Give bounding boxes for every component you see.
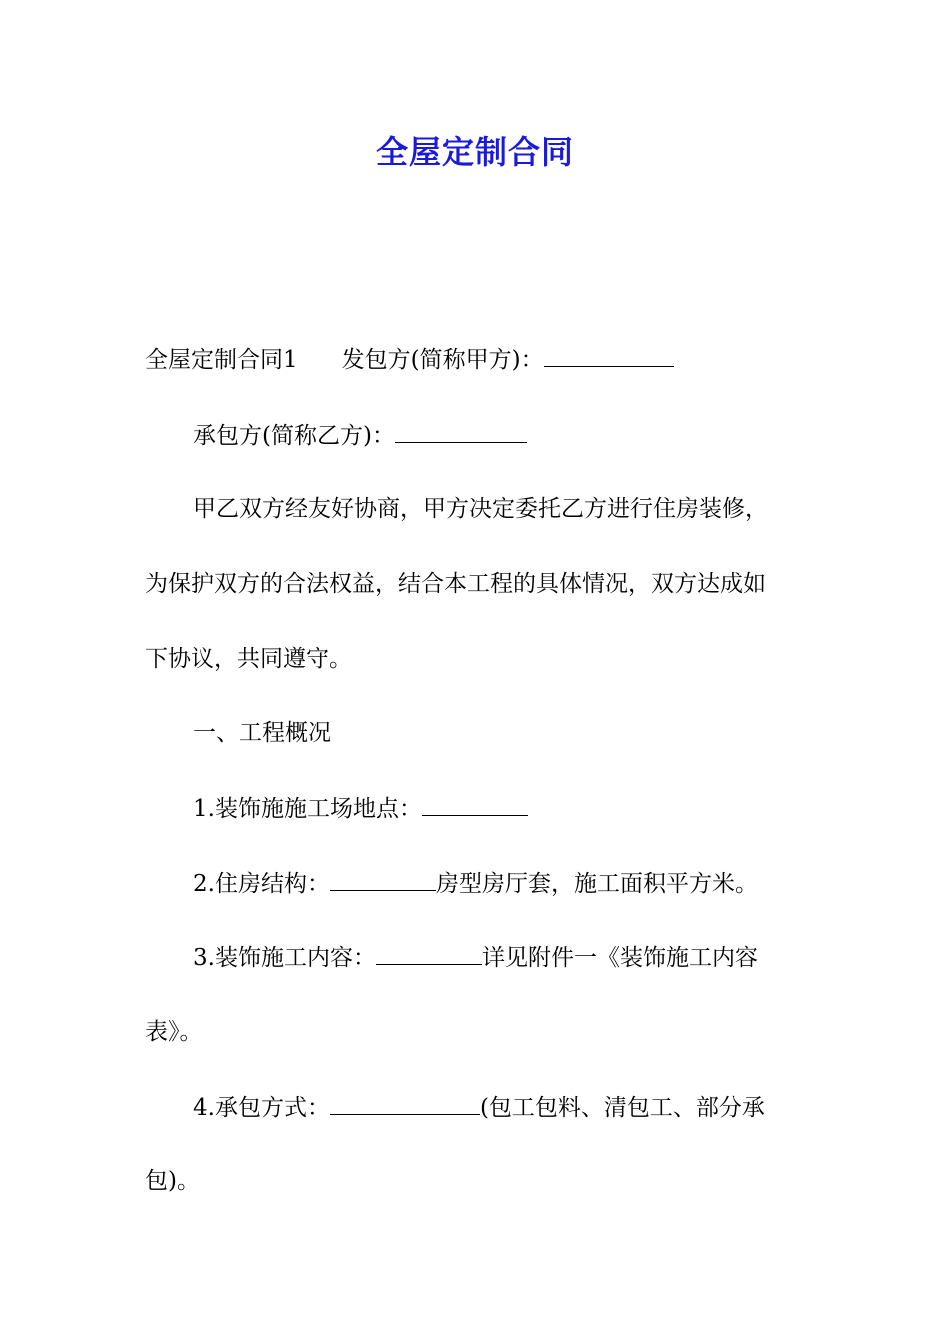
intro-line-2: 为保护双方的合法权益，结合本工程的具体情况，双方达成如: [145, 571, 766, 597]
item4-line: [193, 1092, 765, 1123]
document-title: 全屋定制合同: [375, 133, 574, 171]
item3-line: [193, 942, 758, 973]
item4-suffix: (包工包料、清包工、部分承: [479, 1095, 765, 1121]
party-a-blank: [544, 344, 674, 367]
item3-suffix: 详见附件一《装饰施工内容: [481, 945, 758, 971]
item3-label: 3.装饰施工内容：: [193, 945, 376, 971]
party-b-blank: [395, 420, 527, 443]
intro-line-3: 下协议，共同遵守。: [145, 646, 352, 672]
item1-line: [193, 793, 528, 824]
header-line: [145, 344, 674, 375]
section1-heading: 一、工程概况: [193, 720, 331, 746]
party-a-label: 发包方(简称甲方)：: [341, 347, 544, 373]
item2-suffix: 房型房厅套，施工面积平方米。: [435, 871, 758, 897]
party-b-label: 承包方(简称乙方)：: [193, 423, 395, 449]
item4-label: 4.承包方式：: [193, 1095, 330, 1121]
item4-continuation: 包)。: [145, 1168, 200, 1194]
item3-continuation: 表》。: [145, 1019, 203, 1045]
party-b-line: [193, 420, 527, 451]
item3-blank: [376, 942, 482, 965]
item2-blank: [330, 868, 436, 891]
item2-line: [193, 868, 758, 899]
item4-blank: [330, 1092, 480, 1115]
item2-label: 2.住房结构：: [193, 871, 330, 897]
intro-line-1: 甲乙双方经友好协商，甲方决定委托乙方进行住房装修，: [193, 496, 768, 522]
item1-blank: [422, 793, 528, 816]
header-label: 全屋定制合同1: [145, 347, 298, 373]
item1-label: 1.装饰施施工场地点：: [193, 796, 422, 822]
